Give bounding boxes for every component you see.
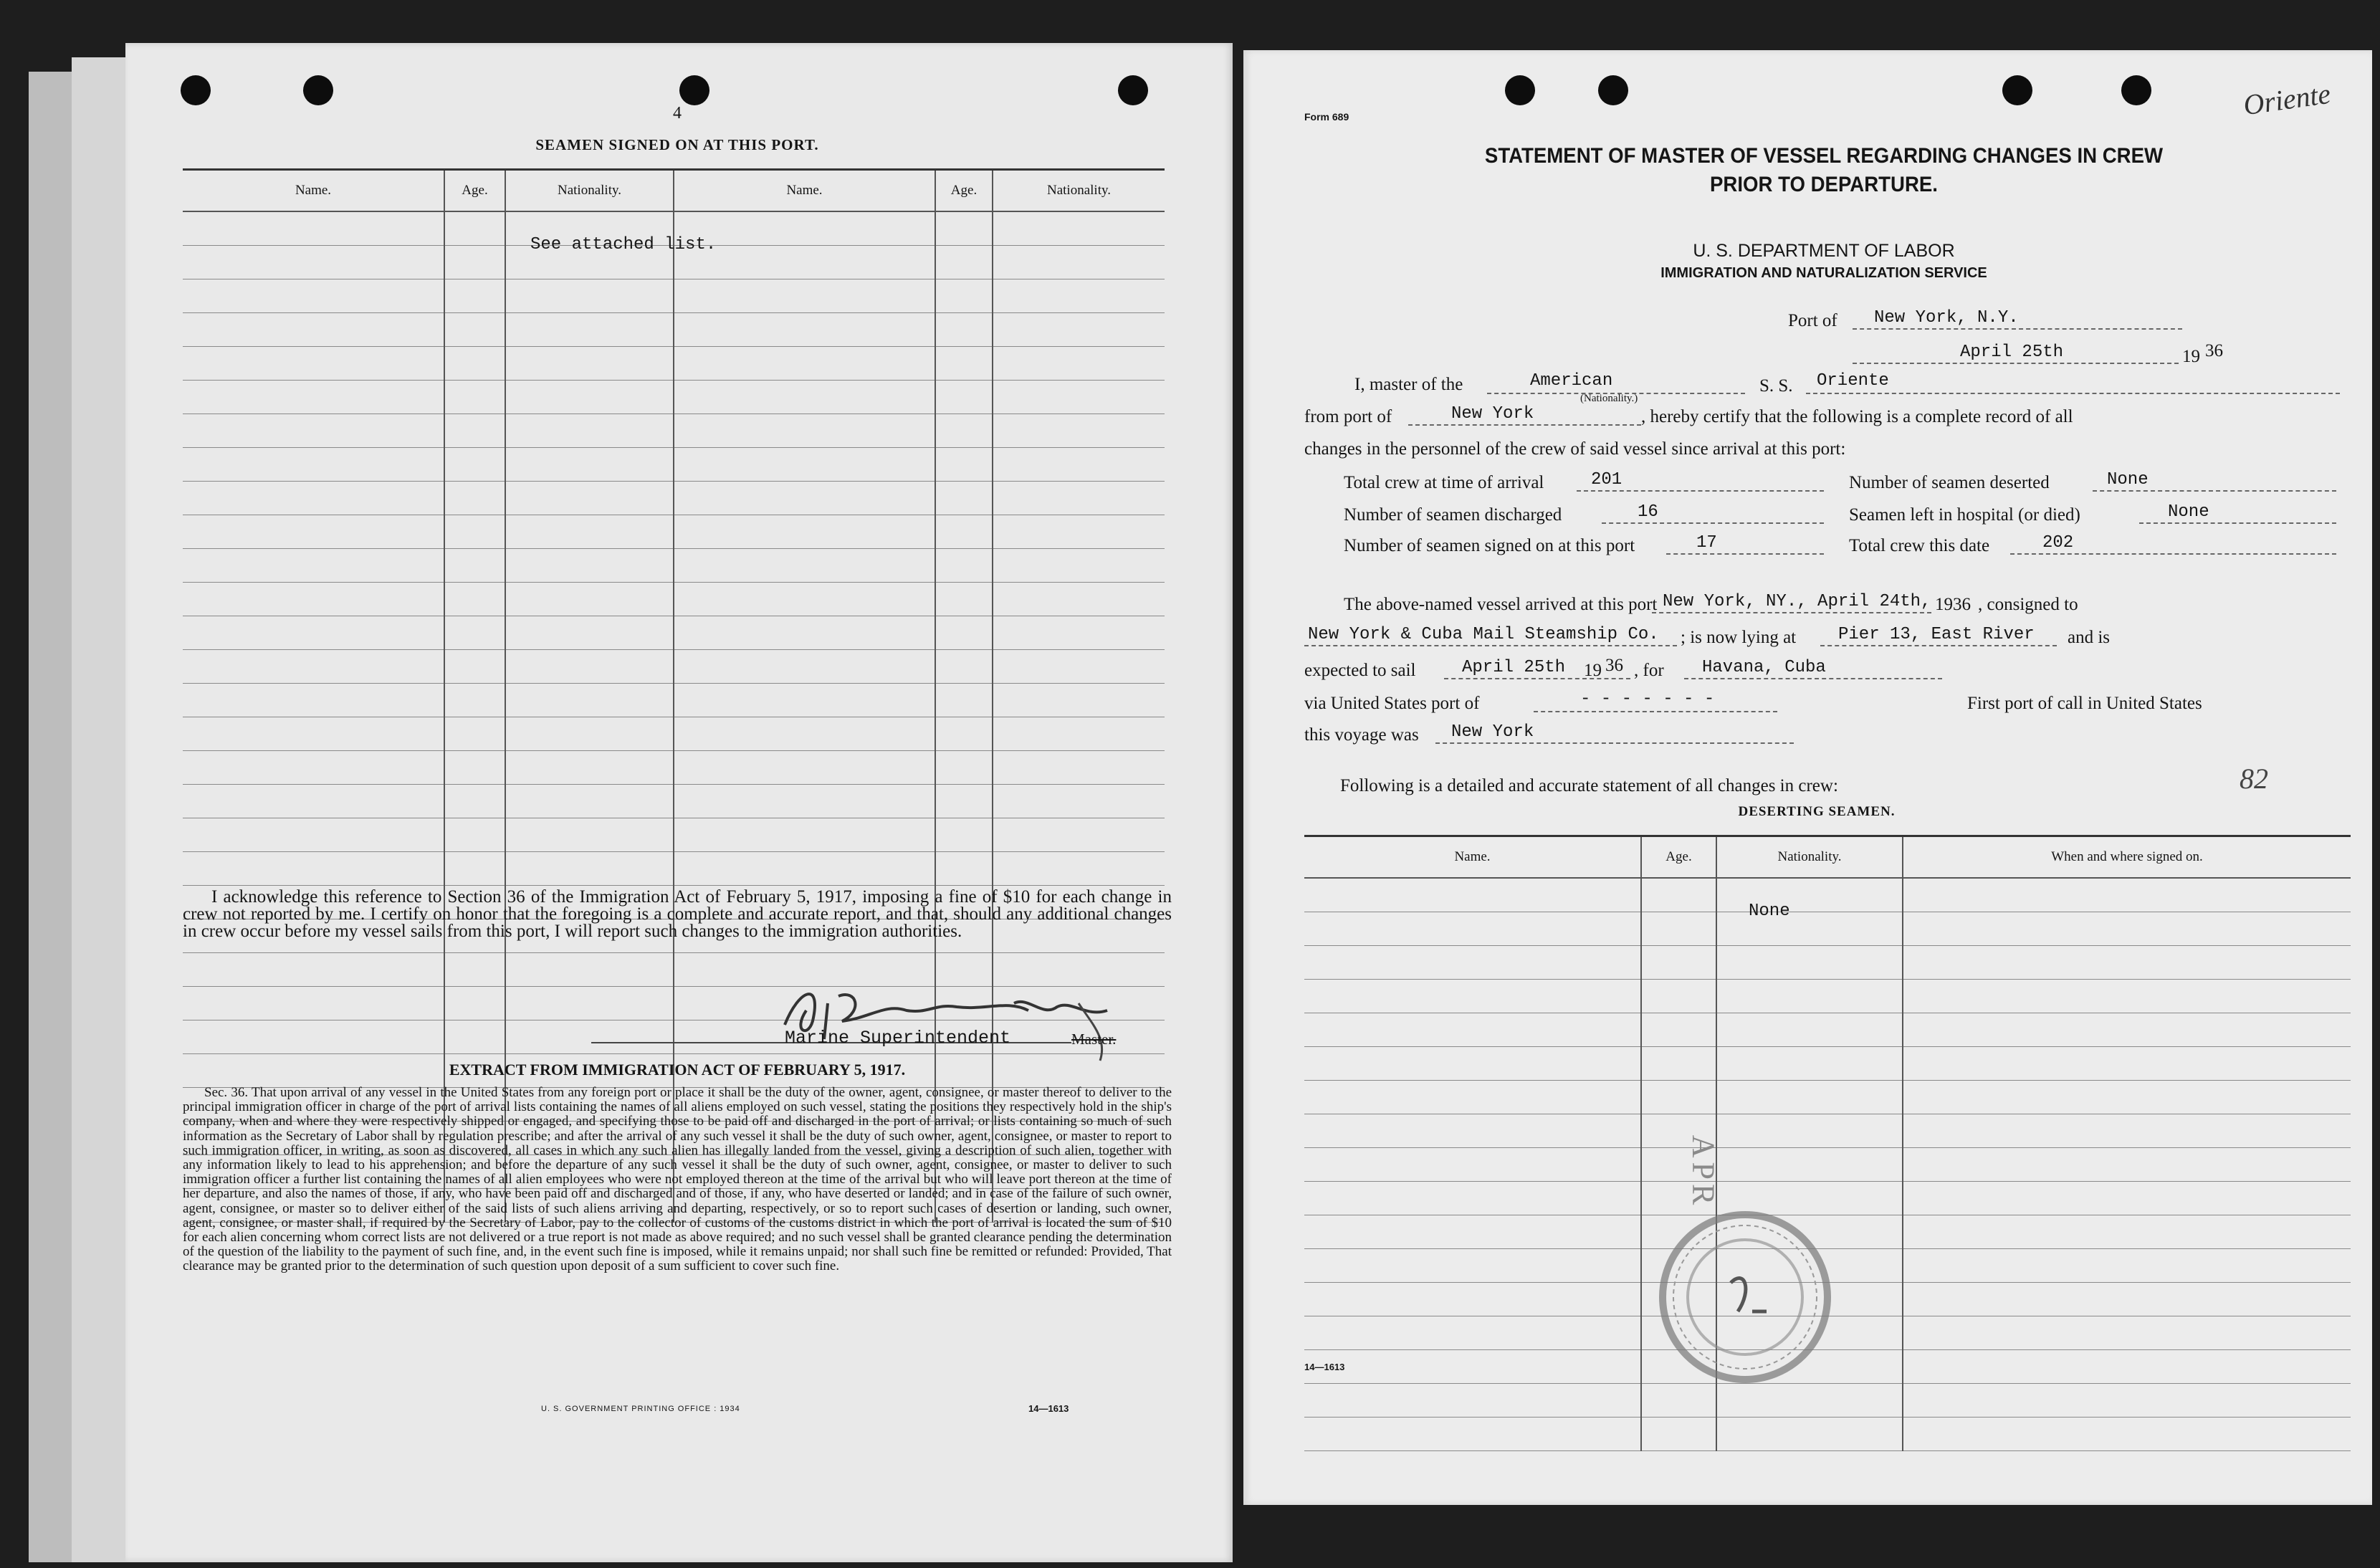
total-crew-arrival-label: Total crew at time of arrival — [1344, 473, 1544, 492]
voyage-value: New York — [1451, 722, 1534, 742]
lying-label: ; is now lying at — [1681, 628, 1797, 647]
table-header — [1304, 836, 2351, 879]
from-port-value: New York — [1451, 404, 1534, 424]
punch-hole — [1505, 75, 1535, 105]
col-nationality: Nationality. — [993, 170, 1165, 212]
col-name: Name. — [183, 170, 444, 212]
year-suffix: 36 — [2205, 341, 2223, 360]
nationality-value: American — [1530, 371, 1613, 391]
sail-date: April 25th — [1462, 658, 1566, 677]
changes-text: changes in the personnel of the crew of said vessel since arrival at this port: — [1304, 439, 1846, 459]
expected-label: expected to sail — [1304, 661, 1416, 680]
form-number: Form 689 — [1304, 111, 1349, 123]
punch-hole — [303, 75, 333, 105]
table-row — [183, 616, 1165, 650]
signature-image — [770, 960, 1143, 1068]
punch-hole — [1118, 75, 1148, 105]
section-title: SEAMEN SIGNED ON AT THIS PORT. — [535, 136, 819, 153]
signed-on: 17 — [1696, 533, 1717, 553]
certify-text: , hereby certify that the following is a complete record of all — [1641, 407, 2073, 426]
date-value: April 25th — [1960, 343, 2064, 362]
sail-year-prefix: 19 — [1584, 661, 1602, 680]
deserted-label: Number of seamen deserted — [1849, 473, 2050, 492]
punch-hole — [2121, 75, 2151, 105]
handwritten-number: 82 — [2240, 763, 2268, 795]
via-value: - - - - - - - — [1580, 689, 1715, 709]
hospital-label: Seamen left in hospital (or died) — [1849, 505, 2080, 525]
col-signed-on: When and where signed on. — [1903, 836, 2351, 879]
table-row — [183, 818, 1165, 852]
table-row — [183, 549, 1165, 583]
ship-name: Oriente — [1817, 371, 1889, 391]
signer-title: Marine Superintendent — [785, 1028, 1011, 1048]
year-prefix: 19 — [2182, 347, 2200, 366]
extract-title: EXTRACT FROM IMMIGRATION ACT OF FEBRUARY 5, 1917. — [449, 1061, 906, 1079]
table-row — [183, 279, 1165, 313]
from-port-label: from port of — [1304, 407, 1392, 426]
certification-text: I acknowledge this reference to Section 36 of the Immigration Act of February 5, 1917, imposing a fine of $10 for each change in crew not reported by me. I certify on honor that the foregoing is a complete and accurate report, and that, should any additional changes in crew occur before my vessel sails from this port, I will report such changes to the immigration authorities. — [183, 887, 1172, 941]
master-of-label: I, master of the — [1354, 375, 1463, 394]
ss-label: S. S. — [1759, 376, 1793, 396]
destination: Havana, Cuba — [1702, 658, 1826, 677]
table-row — [1304, 1114, 2351, 1148]
form-code: 14—1613 — [1028, 1403, 1069, 1414]
table-row — [183, 650, 1165, 684]
col-nationality: Nationality. — [505, 170, 674, 212]
table-row — [1304, 912, 2351, 946]
table-row — [1304, 1418, 2351, 1451]
printing-office: U. S. GOVERNMENT PRINTING OFFICE : 1934 — [541, 1405, 740, 1413]
table-row — [183, 414, 1165, 448]
date-stamp: APR — [1686, 1134, 1721, 1210]
col-name: Name. — [674, 170, 935, 212]
handwritten-ship-name: Oriente — [2241, 77, 2333, 122]
col-name: Name. — [1304, 836, 1641, 879]
table-row — [183, 684, 1165, 717]
and-is-label: and is — [2068, 628, 2111, 647]
table-row — [1304, 1047, 2351, 1081]
table-row — [1304, 1013, 2351, 1047]
table-header — [183, 170, 1165, 212]
left-page — [125, 43, 1233, 1562]
arrived-year: 1936 — [1935, 595, 1971, 614]
arrived-value: New York, NY., April 24th, — [1663, 592, 1931, 611]
total-crew-date-label: Total crew this date — [1849, 536, 1990, 555]
nationality-caption: (Nationality.) — [1580, 393, 1638, 404]
form-code: 14—1613 — [1304, 1362, 1345, 1372]
punch-hole — [1598, 75, 1628, 105]
hospital: None — [2168, 502, 2209, 522]
table-row — [183, 785, 1165, 818]
master-label: Master. — [1071, 1031, 1117, 1048]
port-label: Port of — [1788, 311, 1837, 330]
table-row — [183, 515, 1165, 549]
department: U. S. DEPARTMENT OF LABOR — [1693, 241, 1955, 261]
table-row — [183, 347, 1165, 381]
consigned-label: , consigned to — [1978, 595, 2078, 614]
table-row — [1304, 1148, 2351, 1182]
deserting-entry: None — [1749, 902, 1790, 921]
deserting-title: DESERTING SEAMEN. — [1738, 804, 1896, 819]
via-label: via United States port of — [1304, 694, 1480, 713]
port-value: New York, N.Y. — [1874, 308, 2019, 328]
right-page — [1243, 50, 2372, 1505]
page-number: 4 — [673, 104, 682, 123]
table-row — [183, 717, 1165, 751]
signed-on-label: Number of seamen signed on at this port — [1344, 536, 1635, 555]
following-label: Following is a detailed and accurate statement of all changes in crew: — [1340, 776, 1838, 795]
discharged-label: Number of seamen discharged — [1344, 505, 1562, 525]
deserted: None — [2107, 470, 2149, 489]
table-row — [183, 583, 1165, 616]
table-row — [183, 751, 1165, 785]
official-seal — [1645, 1204, 1845, 1390]
sail-year: 36 — [1605, 656, 1623, 675]
punch-hole — [2002, 75, 2032, 105]
voyage-label: this voyage was — [1304, 725, 1419, 745]
table-row — [1304, 1081, 2351, 1114]
punch-hole — [679, 75, 709, 105]
col-age: Age. — [444, 170, 505, 212]
form-title-line1: STATEMENT OF MASTER OF VESSEL REGARDING CHANGES IN CREW — [1484, 144, 2164, 168]
col-age: Age. — [935, 170, 993, 212]
table-row — [183, 313, 1165, 347]
service: IMMIGRATION AND NATURALIZATION SERVICE — [1660, 265, 1987, 281]
total-crew-date: 202 — [2042, 533, 2074, 553]
col-nationality: Nationality. — [1716, 836, 1903, 879]
form-title-line2: PRIOR TO DEPARTURE. — [1710, 173, 1938, 196]
table-row — [1304, 878, 2351, 912]
table-row — [183, 448, 1165, 482]
first-port-label: First port of call in United States — [1967, 694, 2202, 713]
table-row — [1304, 946, 2351, 980]
table-row — [183, 381, 1165, 414]
consignee: New York & Cuba Mail Steamship Co. — [1308, 625, 1659, 644]
col-age: Age. — [1641, 836, 1716, 879]
table-row — [183, 852, 1165, 886]
table-row — [183, 482, 1165, 515]
extract-text: Sec. 36. That upon arrival of any vessel in the United States from any foreign port or place it shall be the duty of the owner, agent, consignee, or master thereof to deliver to the principal immigration officer in charge of the port of arrival lists containing the names of all aliens employed on such vessel, stating the positions they respectively hold in the ship's company, when and where they were respectively shipped or engaged, and specifying those to be paid off and discharged in the port of arrival; or lists containing so much of such information as the Secretary of Labor shall by regulation prescribe; and after the arrival of any such vessel it shall be the duty of such owner, agent, consignee, or master to report to such immigration officer, in writing, as soon as discovered, all cases in which any such alien has illegally landed from the vessel, giving a description of such alien, together with any information likely to lead to his apprehension; and before the departure of any such vessel it shall be the duty of such owner, agent, consignee, or master to deliver to such immigration officer a further list containing the names of all alien employees who were not employed thereon at the time of the arrival but who will leave port thereon at the time of her departure, and also the names of those, if any, who have been paid off and discharged and of those, if any, who have deserted or landed; and in case of the failure of such owner, agent, consignee, or master so to deliver either of the said lists of such aliens arriving and departing, respectively, or so to report such cases of desertion or landing, such owner, agent, consignee, or master shall, if required by the Secretary of Labor, pay to the collector of customs of the customs district in which the port of arrival is located the sum of $10 for each alien concerning whom correct lists are not delivered or a true report is not made as above required; and no such vessel shall be granted clearance pending the determination of the question of the liability to the payment of such fine, and, in the event such fine is imposed, while it remains unpaid; nor shall such fine be remitted or refunded: Provided, That clearance may be granted prior to the determination of such question upon deposit of a sum sufficient to cover such fine. — [183, 1085, 1172, 1274]
see-attached-note: See attached list. — [530, 235, 717, 254]
total-crew-arrival: 201 — [1591, 470, 1622, 489]
punch-hole — [181, 75, 211, 105]
discharged: 16 — [1638, 502, 1658, 522]
table-row — [1304, 980, 2351, 1013]
lying-value: Pier 13, East River — [1838, 625, 2035, 644]
for-label: , for — [1634, 661, 1664, 680]
arrived-label: The above-named vessel arrived at this port — [1344, 595, 1658, 614]
